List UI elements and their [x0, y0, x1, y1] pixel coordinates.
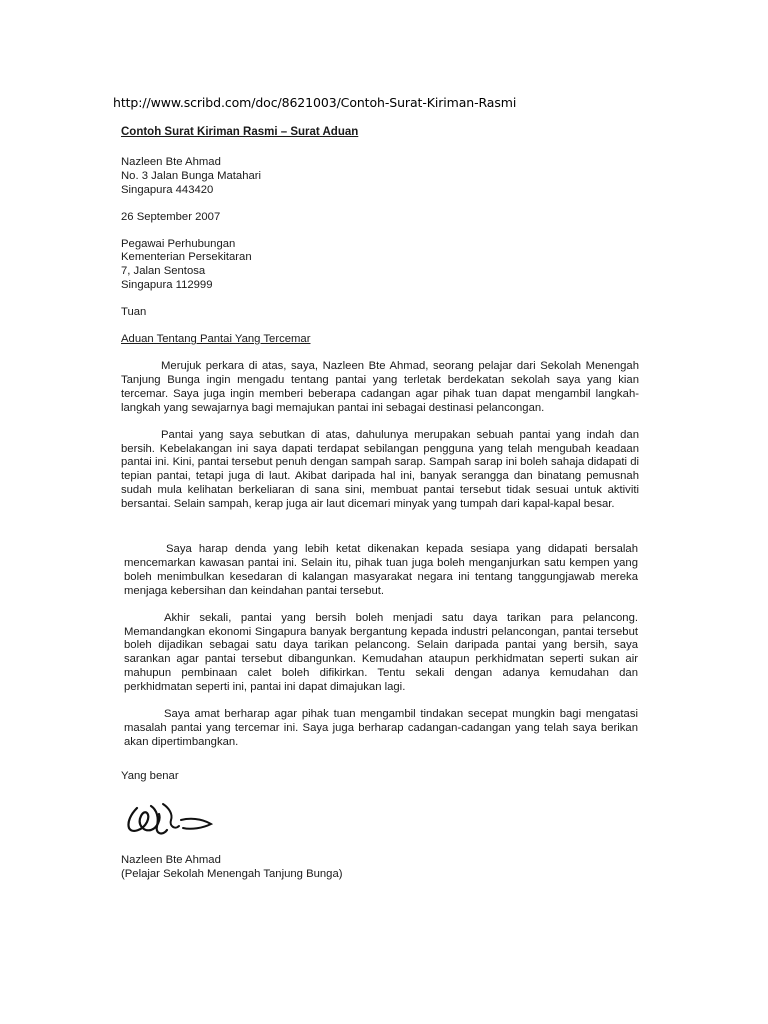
body-paragraph: Saya harap denda yang lebih ketat dikenakan kepada sesiapa yang didapati bersalah mencemarkan kawasan pantai ini. Selain itu, pihak tuan juga boleh menganjurkan satu kempen yang boleh menimbulkan kesedaran di kalangan masyarakat negara ini tentang tanggungjawab mereka menjaga kebersihan dan keindahan pantai tersebut. [124, 543, 638, 597]
letter-date: 26 September 2007 [121, 210, 221, 223]
body-paragraph: Pantai yang saya sebutkan di atas, dahulunya merupakan sebuah pantai yang indah dan bersih. Kebelakangan ini saya dapati terdapat sebilangan pengguna yang telah mengubah keadaan pantai ini. Kini, pantai tersebut penuh dengan sampah sarap. Sampah sarap ini boleh sahaja didapati di tepian pantai, tetapi juga di laut. Akibat daripada hal ini, banyak serangga dan binatang pemusnah sudah mula kelihatan berkeliaran di sana sini, membuat pantai tersebut tidak sesuai untuk aktiviti bersantai. Selain sampah, kerap juga air laut dicemari minyak yang tumpah dari kapal-kapal besar. [121, 428, 639, 511]
recipient-line: Singapura 112999 [121, 279, 213, 292]
sender-name: Nazleen Bte Ahmad [121, 155, 221, 168]
body-paragraph: Merujuk perkara di atas, saya, Nazleen Bte Ahmad, seorang pelajar dari Sekolah Menengah Tanjung Bunga ingin mengadu tentang pantai yang terletak berdekatan sekolah saya yang kian tercemar. Saya juga ingin memberi beberapa cadangan agar pihak tuan dapat mengambil langkah-langkah yang sewajarnya bagi memajukan pantai ini sebagai destinasi pelancongan. [121, 359, 639, 414]
signature-role: (Pelajar Sekolah Menengah Tanjung Bunga) [121, 867, 343, 880]
recipient-address [121, 238, 639, 294]
signature-name: Nazleen Bte Ahmad [121, 853, 221, 866]
sender-address-line: Singapura 443420 [121, 183, 214, 196]
letter-subject: Aduan Tentang Pantai Yang Tercemar [121, 333, 311, 346]
signature-image [123, 796, 223, 846]
letter-title: Contoh Surat Kiriman Rasmi – Surat Aduan [121, 126, 359, 138]
sender-address [121, 156, 639, 198]
signature-block [121, 854, 639, 882]
sender-address-line: No. 3 Jalan Bunga Matahari [121, 169, 262, 182]
body-paragraph: Saya amat berharap agar pihak tuan mengambil tindakan secepat mungkin bagi mengatasi masalah pantai yang tercemar ini. Saya juga berharap cadangan-cadangan yang telah saya berikan akan dipertimbangkan. [124, 708, 638, 748]
salutation: Tuan [121, 306, 147, 319]
body-paragraph: Akhir sekali, pantai yang bersih boleh menjadi satu daya tarikan para pelancong. Memandangkan ekonomi Singapura banyak bergantung kepada industri pelancongan, pantai tersebut boleh dijadikan sebagai satu daya tarikan pelancong. Selain daripada pantai yang bersih, saya sarankan agar pantai tersebut dibangunkan. Kemudahan ataupun perkhidmatan seperti sukan air mahupun pembinaan calet boleh difikirkan. Tentu sekali dengan adanya kemudahan dan perkhidmatan seperti ini, pantai ini dapat dimajukan lagi. [124, 611, 638, 694]
closing: Yang benar [121, 769, 179, 782]
recipient-line: 7, Jalan Sentosa [121, 265, 206, 278]
letter [121, 126, 639, 882]
source-url[interactable]: http://www.scribd.com/doc/8621003/Contoh-Surat-Kiriman-Rasmi [113, 95, 517, 110]
recipient-line: Pegawai Perhubungan [121, 237, 236, 250]
recipient-line: Kementerian Persekitaran [121, 251, 252, 264]
